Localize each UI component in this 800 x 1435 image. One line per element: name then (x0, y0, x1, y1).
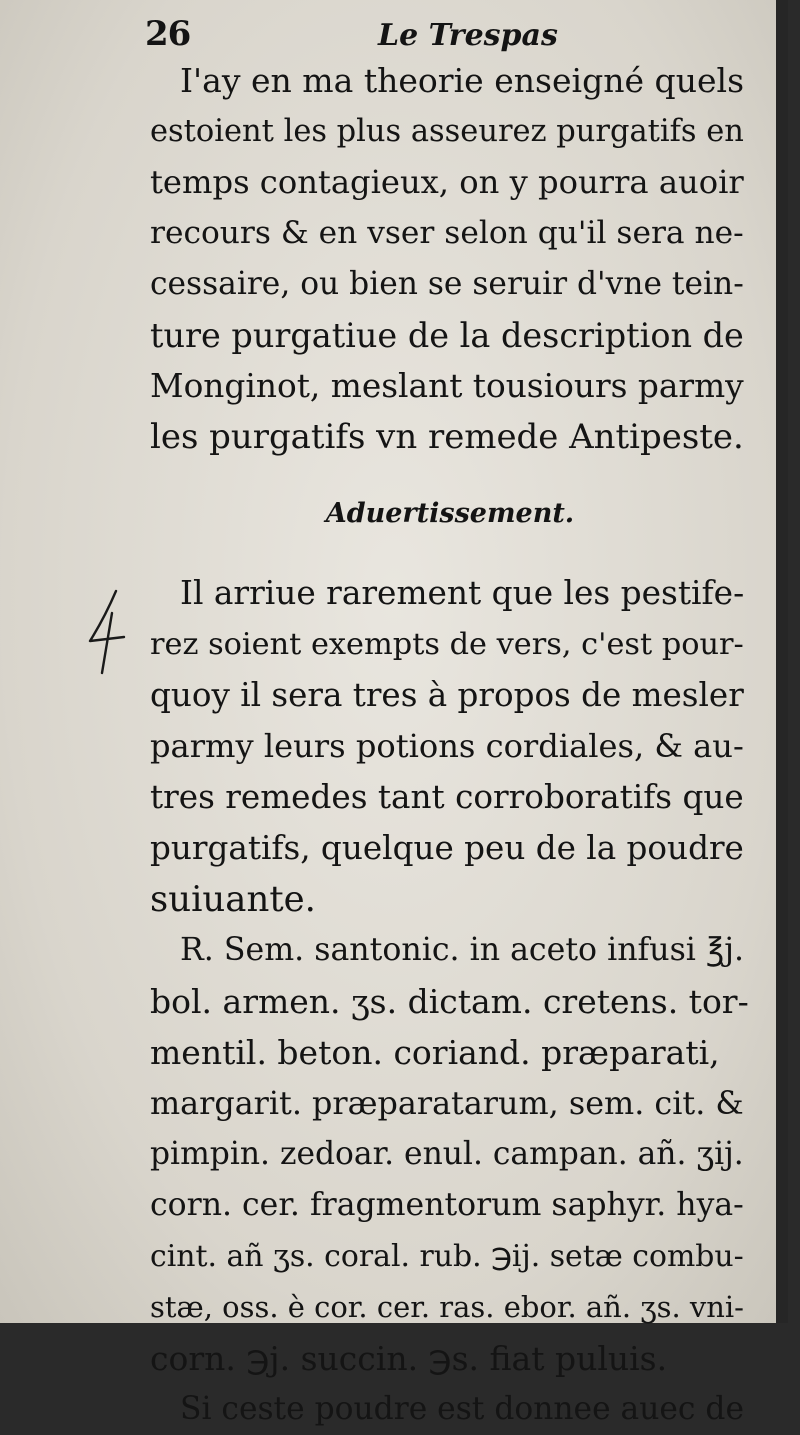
text-line: I'ay en ma theorie enseigné quels (180, 61, 745, 100)
text-line: Monginot, meslant tousiours parmy (150, 367, 744, 405)
text-line: suiuante. (150, 879, 316, 920)
text-line: quoy il sera tres à propos de mesler (150, 676, 744, 714)
page-body (150, 55, 750, 1435)
text-line: estoient les plus asseurez purgatifs en (150, 114, 744, 149)
page-header (0, 14, 788, 58)
page-edge-shadow (776, 0, 788, 1323)
section-heading: Aduertissement. (325, 498, 575, 529)
text-line: margarit. præparatarum, sem. cit. & (150, 1084, 744, 1122)
text-line: Il arriue rarement que les pestife- (180, 574, 745, 612)
text-line: recours & en vser selon qu'il sera ne- (150, 215, 744, 251)
recipe-paragraph (150, 925, 750, 1384)
paragraph-1 (150, 55, 750, 463)
paragraph-3 (150, 1384, 750, 1435)
text-line: parmy leurs potions cordiales, & au- (150, 727, 744, 765)
text-line: temps contagieux, on y pourra auoir (150, 163, 744, 201)
paragraph-2 (150, 568, 750, 925)
text-line: cessaire, ou bien se seruir d'vne tein- (150, 266, 744, 302)
text-line: rez soient exempts de vers, c'est pour- (150, 627, 744, 662)
text-line: purgatifs, quelque peu de la poudre (150, 829, 744, 867)
page-number: 26 (145, 14, 191, 54)
text-line: mentil. beton. coriand. præparati, (150, 1033, 720, 1072)
text-line: ture purgatiue de la description de (150, 316, 744, 355)
text-line: corn. ℈j. succin. ℈s. fiat puluis. (150, 1339, 668, 1378)
text-line: stæ, oss. è cor. cer. ras. ebor. añ. ʒs. vni- (150, 1290, 744, 1324)
handwritten-margin-note (80, 585, 130, 675)
text-line: pimpin. zedoar. enul. campan. añ. ʒij. (150, 1136, 744, 1172)
text-line: tres remedes tant corroboratifs que (150, 778, 744, 816)
text-line: bol. armen. ʒs. dictam. cretens. tor- (150, 982, 749, 1021)
text-line: les purgatifs vn remede Antipeste. (150, 417, 744, 457)
text-line: Si ceste poudre est donnee auec de (180, 1391, 744, 1427)
text-line: corn. cer. fragmentorum saphyr. hya- (150, 1187, 744, 1223)
running-title: Le Trespas (378, 18, 558, 53)
text-line: cint. añ ʒs. coral. rub. ℈ij. setæ combu- (150, 1239, 744, 1274)
text-line: R. Sem. santonic. in aceto infusi ℥j. (180, 932, 745, 968)
